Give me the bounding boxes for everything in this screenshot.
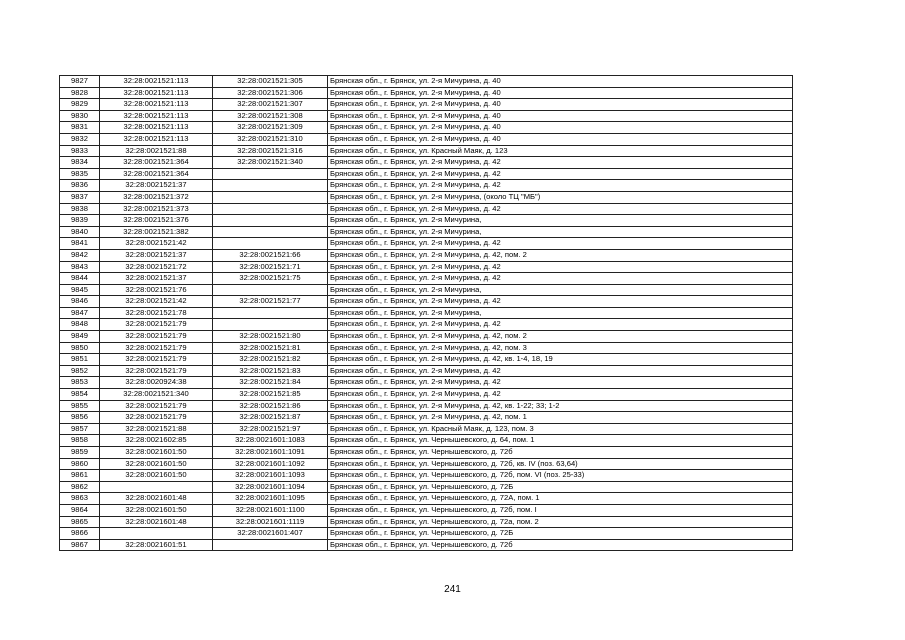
row-number-cell: 9860 — [60, 458, 100, 470]
object-cadastral-number-cell: 32:28:0021601:1119 — [213, 516, 328, 528]
property-register-table — [59, 75, 793, 551]
row-number-cell: 9853 — [60, 377, 100, 389]
table-row — [60, 412, 793, 424]
table-row — [60, 261, 793, 273]
object-cadastral-number-cell — [213, 284, 328, 296]
row-number-cell: 9830 — [60, 110, 100, 122]
table-row — [60, 342, 793, 354]
row-number-cell: 9863 — [60, 493, 100, 505]
parcel-cadastral-number-cell: 32:28:0021521:76 — [100, 284, 213, 296]
parcel-cadastral-number-cell: 32:28:0020924:38 — [100, 377, 213, 389]
object-cadastral-number-cell: 32:28:0021601:407 — [213, 528, 328, 540]
table-row — [60, 365, 793, 377]
address-cell: Брянская обл., г. Брянск, ул. 2-я Мичурина, (около ТЦ "МБ") — [328, 191, 793, 203]
parcel-cadastral-number-cell: 32:28:0021521:364 — [100, 157, 213, 169]
address-cell: Брянская обл., г. Брянск, ул. 2-я Мичурина, д. 42 — [328, 203, 793, 215]
address-cell: Брянская обл., г. Брянск, ул. 2-я Мичурина, д. 42 — [328, 389, 793, 401]
object-cadastral-number-cell: 32:28:0021601:1083 — [213, 435, 328, 447]
object-cadastral-number-cell: 32:28:0021601:1091 — [213, 447, 328, 459]
parcel-cadastral-number-cell: 32:28:0021521:79 — [100, 354, 213, 366]
row-number-cell: 9867 — [60, 539, 100, 551]
address-cell: Брянская обл., г. Брянск, ул. 2-я Мичурина, д. 42, кв. 1-4, 18, 19 — [328, 354, 793, 366]
table-row — [60, 180, 793, 192]
object-cadastral-number-cell: 32:28:0021521:75 — [213, 273, 328, 285]
parcel-cadastral-number-cell: 32:28:0021521:79 — [100, 412, 213, 424]
row-number-cell: 9859 — [60, 447, 100, 459]
row-number-cell: 9854 — [60, 389, 100, 401]
parcel-cadastral-number-cell: 32:28:0021601:48 — [100, 493, 213, 505]
table-row — [60, 493, 793, 505]
row-number-cell: 9829 — [60, 99, 100, 111]
object-cadastral-number-cell: 32:28:0021521:83 — [213, 365, 328, 377]
row-number-cell: 9858 — [60, 435, 100, 447]
row-number-cell: 9846 — [60, 296, 100, 308]
object-cadastral-number-cell: 32:28:0021521:316 — [213, 145, 328, 157]
parcel-cadastral-number-cell: 32:28:0021521:373 — [100, 203, 213, 215]
table-row — [60, 516, 793, 528]
object-cadastral-number-cell — [213, 319, 328, 331]
table-row — [60, 145, 793, 157]
table-row — [60, 504, 793, 516]
object-cadastral-number-cell: 32:28:0021521:305 — [213, 76, 328, 88]
table-row — [60, 168, 793, 180]
table-row — [60, 249, 793, 261]
object-cadastral-number-cell: 32:28:0021521:85 — [213, 389, 328, 401]
table-row — [60, 191, 793, 203]
object-cadastral-number-cell — [213, 307, 328, 319]
row-number-cell: 9848 — [60, 319, 100, 331]
parcel-cadastral-number-cell: 32:28:0021521:42 — [100, 238, 213, 250]
table-row — [60, 423, 793, 435]
row-number-cell: 9838 — [60, 203, 100, 215]
address-cell: Брянская обл., г. Брянск, ул. 2-я Мичурина, д. 42, пом. 2 — [328, 249, 793, 261]
row-number-cell: 9855 — [60, 400, 100, 412]
row-number-cell: 9840 — [60, 226, 100, 238]
address-cell: Брянская обл., г. Брянск, ул. 2-я Мичурина, — [328, 307, 793, 319]
row-number-cell: 9844 — [60, 273, 100, 285]
address-cell: Брянская обл., г. Брянск, ул. 2-я Мичурина, д. 42 — [328, 180, 793, 192]
table-row — [60, 296, 793, 308]
object-cadastral-number-cell — [213, 191, 328, 203]
object-cadastral-number-cell: 32:28:0021521:340 — [213, 157, 328, 169]
row-number-cell: 9828 — [60, 87, 100, 99]
row-number-cell: 9847 — [60, 307, 100, 319]
row-number-cell: 9837 — [60, 191, 100, 203]
object-cadastral-number-cell — [213, 238, 328, 250]
table-row — [60, 447, 793, 459]
row-number-cell: 9865 — [60, 516, 100, 528]
address-cell: Брянская обл., г. Брянск, ул. 2-я Мичурина, д. 42 — [328, 261, 793, 273]
address-cell: Брянская обл., г. Брянск, ул. Красный Маяк, д. 123 — [328, 145, 793, 157]
table-row — [60, 122, 793, 134]
parcel-cadastral-number-cell: 32:28:0021521:113 — [100, 76, 213, 88]
object-cadastral-number-cell: 32:28:0021601:1094 — [213, 481, 328, 493]
address-cell: Брянская обл., г. Брянск, ул. 2-я Мичурина, д. 42 — [328, 319, 793, 331]
address-cell: Брянская обл., г. Брянск, ул. 2-я Мичурина, д. 42 — [328, 273, 793, 285]
parcel-cadastral-number-cell — [100, 481, 213, 493]
parcel-cadastral-number-cell: 32:28:0021521:113 — [100, 87, 213, 99]
object-cadastral-number-cell: 32:28:0021521:82 — [213, 354, 328, 366]
address-cell: Брянская обл., г. Брянск, ул. 2-я Мичурина, д. 42 — [328, 377, 793, 389]
parcel-cadastral-number-cell: 32:28:0021521:364 — [100, 168, 213, 180]
table-row — [60, 273, 793, 285]
parcel-cadastral-number-cell: 32:28:0021521:88 — [100, 145, 213, 157]
address-cell: Брянская обл., г. Брянск, ул. Чернышевского, д. 72б, пом. VI (поз. 25-33) — [328, 470, 793, 482]
row-number-cell: 9841 — [60, 238, 100, 250]
address-cell: Брянская обл., г. Брянск, ул. Чернышевского, д. 72б, пом. I — [328, 504, 793, 516]
parcel-cadastral-number-cell: 32:28:0021521:72 — [100, 261, 213, 273]
parcel-cadastral-number-cell: 32:28:0021521:79 — [100, 342, 213, 354]
parcel-cadastral-number-cell: 32:28:0021521:382 — [100, 226, 213, 238]
table-row — [60, 226, 793, 238]
row-number-cell: 9827 — [60, 76, 100, 88]
object-cadastral-number-cell: 32:28:0021521:66 — [213, 249, 328, 261]
object-cadastral-number-cell: 32:28:0021601:1093 — [213, 470, 328, 482]
parcel-cadastral-number-cell: 32:28:0021521:113 — [100, 133, 213, 145]
object-cadastral-number-cell — [213, 168, 328, 180]
address-cell: Брянская обл., г. Брянск, ул. 2-я Мичурина, д. 42 — [328, 365, 793, 377]
parcel-cadastral-number-cell: 32:28:0021601:51 — [100, 539, 213, 551]
row-number-cell: 9834 — [60, 157, 100, 169]
row-number-cell: 9864 — [60, 504, 100, 516]
table-row — [60, 481, 793, 493]
address-cell: Брянская обл., г. Брянск, ул. Чернышевского, д. 72б, кв. IV (поз. 63,64) — [328, 458, 793, 470]
table-row — [60, 458, 793, 470]
table-row — [60, 203, 793, 215]
table-row — [60, 389, 793, 401]
parcel-cadastral-number-cell: 32:28:0021521:37 — [100, 180, 213, 192]
row-number-cell: 9843 — [60, 261, 100, 273]
parcel-cadastral-number-cell: 32:28:0021601:50 — [100, 458, 213, 470]
table-body — [60, 76, 793, 551]
address-cell: Брянская обл., г. Брянск, ул. 2-я Мичурина, д. 40 — [328, 76, 793, 88]
row-number-cell: 9842 — [60, 249, 100, 261]
row-number-cell: 9866 — [60, 528, 100, 540]
parcel-cadastral-number-cell — [100, 528, 213, 540]
address-cell: Брянская обл., г. Брянск, ул. Чернышевского, д. 72б — [328, 447, 793, 459]
object-cadastral-number-cell: 32:28:0021521:84 — [213, 377, 328, 389]
address-cell: Брянская обл., г. Брянск, ул. 2-я Мичурина, д. 42 — [328, 238, 793, 250]
address-cell: Брянская обл., г. Брянск, ул. 2-я Мичурина, д. 42 — [328, 296, 793, 308]
table-row — [60, 110, 793, 122]
object-cadastral-number-cell: 32:28:0021521:310 — [213, 133, 328, 145]
address-cell: Брянская обл., г. Брянск, ул. Красный Маяк, д. 123, пом. 3 — [328, 423, 793, 435]
parcel-cadastral-number-cell: 32:28:0021521:340 — [100, 389, 213, 401]
table-row — [60, 76, 793, 88]
row-number-cell: 9862 — [60, 481, 100, 493]
address-cell: Брянская обл., г. Брянск, ул. 2-я Мичурина, д. 42, пом. 3 — [328, 342, 793, 354]
address-cell: Брянская обл., г. Брянск, ул. Чернышевского, д. 64, пом. 1 — [328, 435, 793, 447]
parcel-cadastral-number-cell: 32:28:0021521:79 — [100, 400, 213, 412]
address-cell: Брянская обл., г. Брянск, ул. 2-я Мичурина, — [328, 215, 793, 227]
parcel-cadastral-number-cell: 32:28:0021601:50 — [100, 470, 213, 482]
table-row — [60, 238, 793, 250]
parcel-cadastral-number-cell: 32:28:0021521:376 — [100, 215, 213, 227]
address-cell: Брянская обл., г. Брянск, ул. Чернышевского, д. 72Б — [328, 481, 793, 493]
table-row — [60, 470, 793, 482]
address-cell: Брянская обл., г. Брянск, ул. Чернышевского, д. 72б — [328, 539, 793, 551]
object-cadastral-number-cell: 32:28:0021601:1100 — [213, 504, 328, 516]
row-number-cell: 9839 — [60, 215, 100, 227]
object-cadastral-number-cell: 32:28:0021521:309 — [213, 122, 328, 134]
table-row — [60, 87, 793, 99]
row-number-cell: 9856 — [60, 412, 100, 424]
address-cell: Брянская обл., г. Брянск, ул. 2-я Мичурина, д. 40 — [328, 87, 793, 99]
address-cell: Брянская обл., г. Брянск, ул. Чернышевского, д. 72Б — [328, 528, 793, 540]
object-cadastral-number-cell — [213, 215, 328, 227]
object-cadastral-number-cell: 32:28:0021521:77 — [213, 296, 328, 308]
table-row — [60, 435, 793, 447]
row-number-cell: 9845 — [60, 284, 100, 296]
parcel-cadastral-number-cell: 32:28:0021521:88 — [100, 423, 213, 435]
object-cadastral-number-cell: 32:28:0021521:81 — [213, 342, 328, 354]
table-row — [60, 400, 793, 412]
address-cell: Брянская обл., г. Брянск, ул. Чернышевского, д. 72А, пом. 1 — [328, 493, 793, 505]
row-number-cell: 9851 — [60, 354, 100, 366]
row-number-cell: 9832 — [60, 133, 100, 145]
parcel-cadastral-number-cell: 32:28:0021521:78 — [100, 307, 213, 319]
parcel-cadastral-number-cell: 32:28:0021521:37 — [100, 273, 213, 285]
object-cadastral-number-cell — [213, 539, 328, 551]
object-cadastral-number-cell: 32:28:0021521:87 — [213, 412, 328, 424]
object-cadastral-number-cell: 32:28:0021521:80 — [213, 331, 328, 343]
table-row — [60, 331, 793, 343]
address-cell: Брянская обл., г. Брянск, ул. 2-я Мичурина, д. 42 — [328, 168, 793, 180]
table-row — [60, 133, 793, 145]
table-row — [60, 354, 793, 366]
table-row — [60, 319, 793, 331]
row-number-cell: 9833 — [60, 145, 100, 157]
address-cell: Брянская обл., г. Брянск, ул. Чернышевского, д. 72а, пом. 2 — [328, 516, 793, 528]
row-number-cell: 9831 — [60, 122, 100, 134]
address-cell: Брянская обл., г. Брянск, ул. 2-я Мичурина, д. 42 — [328, 157, 793, 169]
row-number-cell: 9836 — [60, 180, 100, 192]
parcel-cadastral-number-cell: 32:28:0021601:50 — [100, 504, 213, 516]
parcel-cadastral-number-cell: 32:28:0021601:50 — [100, 447, 213, 459]
object-cadastral-number-cell — [213, 226, 328, 238]
parcel-cadastral-number-cell: 32:28:0021521:79 — [100, 365, 213, 377]
address-cell: Брянская обл., г. Брянск, ул. 2-я Мичурина, д. 40 — [328, 122, 793, 134]
address-cell: Брянская обл., г. Брянск, ул. 2-я Мичурина, д. 40 — [328, 133, 793, 145]
object-cadastral-number-cell: 32:28:0021521:71 — [213, 261, 328, 273]
address-cell: Брянская обл., г. Брянск, ул. 2-я Мичурина, — [328, 284, 793, 296]
address-cell: Брянская обл., г. Брянск, ул. 2-я Мичурина, д. 42, кв. 1-22; 33; 1-2 — [328, 400, 793, 412]
parcel-cadastral-number-cell: 32:28:0021521:113 — [100, 122, 213, 134]
row-number-cell: 9857 — [60, 423, 100, 435]
object-cadastral-number-cell — [213, 203, 328, 215]
table-row — [60, 539, 793, 551]
parcel-cadastral-number-cell: 32:28:0021521:42 — [100, 296, 213, 308]
address-cell: Брянская обл., г. Брянск, ул. 2-я Мичурина, — [328, 226, 793, 238]
parcel-cadastral-number-cell: 32:28:0021601:48 — [100, 516, 213, 528]
row-number-cell: 9861 — [60, 470, 100, 482]
table-row — [60, 284, 793, 296]
parcel-cadastral-number-cell: 32:28:0021521:79 — [100, 331, 213, 343]
address-cell: Брянская обл., г. Брянск, ул. 2-я Мичурина, д. 42, пом. 2 — [328, 331, 793, 343]
page-number: 241 — [444, 584, 461, 595]
row-number-cell: 9852 — [60, 365, 100, 377]
parcel-cadastral-number-cell: 32:28:0021521:79 — [100, 319, 213, 331]
parcel-cadastral-number-cell: 32:28:0021521:372 — [100, 191, 213, 203]
object-cadastral-number-cell: 32:28:0021521:97 — [213, 423, 328, 435]
object-cadastral-number-cell: 32:28:0021521:308 — [213, 110, 328, 122]
table-row — [60, 215, 793, 227]
table-row — [60, 307, 793, 319]
object-cadastral-number-cell: 32:28:0021521:306 — [213, 87, 328, 99]
table-row — [60, 528, 793, 540]
object-cadastral-number-cell: 32:28:0021521:307 — [213, 99, 328, 111]
parcel-cadastral-number-cell: 32:28:0021602:85 — [100, 435, 213, 447]
parcel-cadastral-number-cell: 32:28:0021521:113 — [100, 110, 213, 122]
address-cell: Брянская обл., г. Брянск, ул. 2-я Мичурина, д. 42, пом. 1 — [328, 412, 793, 424]
address-cell: Брянская обл., г. Брянск, ул. 2-я Мичурина, д. 40 — [328, 99, 793, 111]
object-cadastral-number-cell: 32:28:0021601:1095 — [213, 493, 328, 505]
row-number-cell: 9835 — [60, 168, 100, 180]
object-cadastral-number-cell: 32:28:0021601:1092 — [213, 458, 328, 470]
table-row — [60, 377, 793, 389]
address-cell: Брянская обл., г. Брянск, ул. 2-я Мичурина, д. 40 — [328, 110, 793, 122]
row-number-cell: 9849 — [60, 331, 100, 343]
parcel-cadastral-number-cell: 32:28:0021521:113 — [100, 99, 213, 111]
parcel-cadastral-number-cell: 32:28:0021521:37 — [100, 249, 213, 261]
table-row — [60, 99, 793, 111]
object-cadastral-number-cell — [213, 180, 328, 192]
object-cadastral-number-cell: 32:28:0021521:86 — [213, 400, 328, 412]
row-number-cell: 9850 — [60, 342, 100, 354]
table-row — [60, 157, 793, 169]
